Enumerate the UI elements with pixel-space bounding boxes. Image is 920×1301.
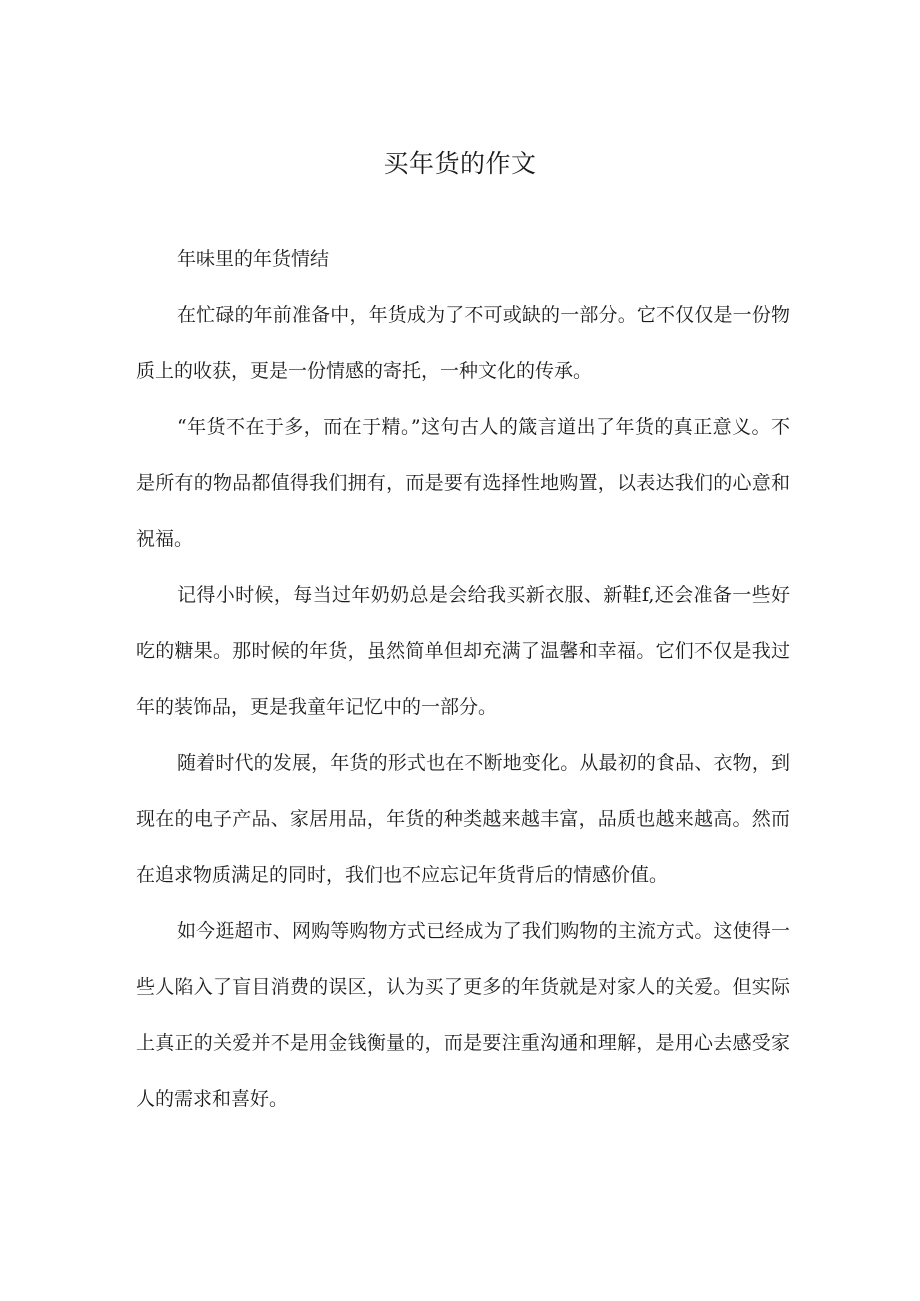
document-title: 买年货的作文: [383, 149, 537, 178]
paragraph: 在忙碌的年前准备中，年货成为了不可或缺的一部分。它不仅仅是一份物质上的收获，更是一份情感的寄托，一种文化的传承。: [136, 304, 790, 382]
paragraph: 随着时代的发展，年货的形式也在不断地变化。从最初的食品、衣物，到现在的电子产品、家居用品，年货的种类越来越丰富，品质也越来越高。然而在追求物质满足的同时，我们也不应忘记年货背后的情感价值。: [136, 752, 790, 886]
paragraph: “年货不在于多，而在于精。”这句古人的箴言道出了年货的真正意义。不是所有的物品都值得我们拥有，而是要有选择性地购置，以表达我们的心意和祝福。: [136, 416, 790, 550]
paragraph: 记得小时候，每当过年奶奶总是会给我买新衣服、新鞋f,还会准备一些好吃的糖果。那时候的年货，虽然简单但却充满了温馨和幸福。它们不仅是我过年的装饰品，更是我童年记忆中的一部分。: [136, 584, 790, 718]
paragraph-subtitle: 年味里的年货情结: [177, 248, 330, 270]
document-body: [136, 231, 790, 1127]
paragraph: 如今逛超市、网购等购物方式已经成为了我们购物的主流方式。这使得一些人陷入了盲目消费的误区，认为买了更多的年货就是对家人的关爱。但实际上真正的关爱并不是用金钱衡量的，而是要注重沟通和理解，是用心去感受家人的需求和喜好。: [136, 920, 790, 1110]
